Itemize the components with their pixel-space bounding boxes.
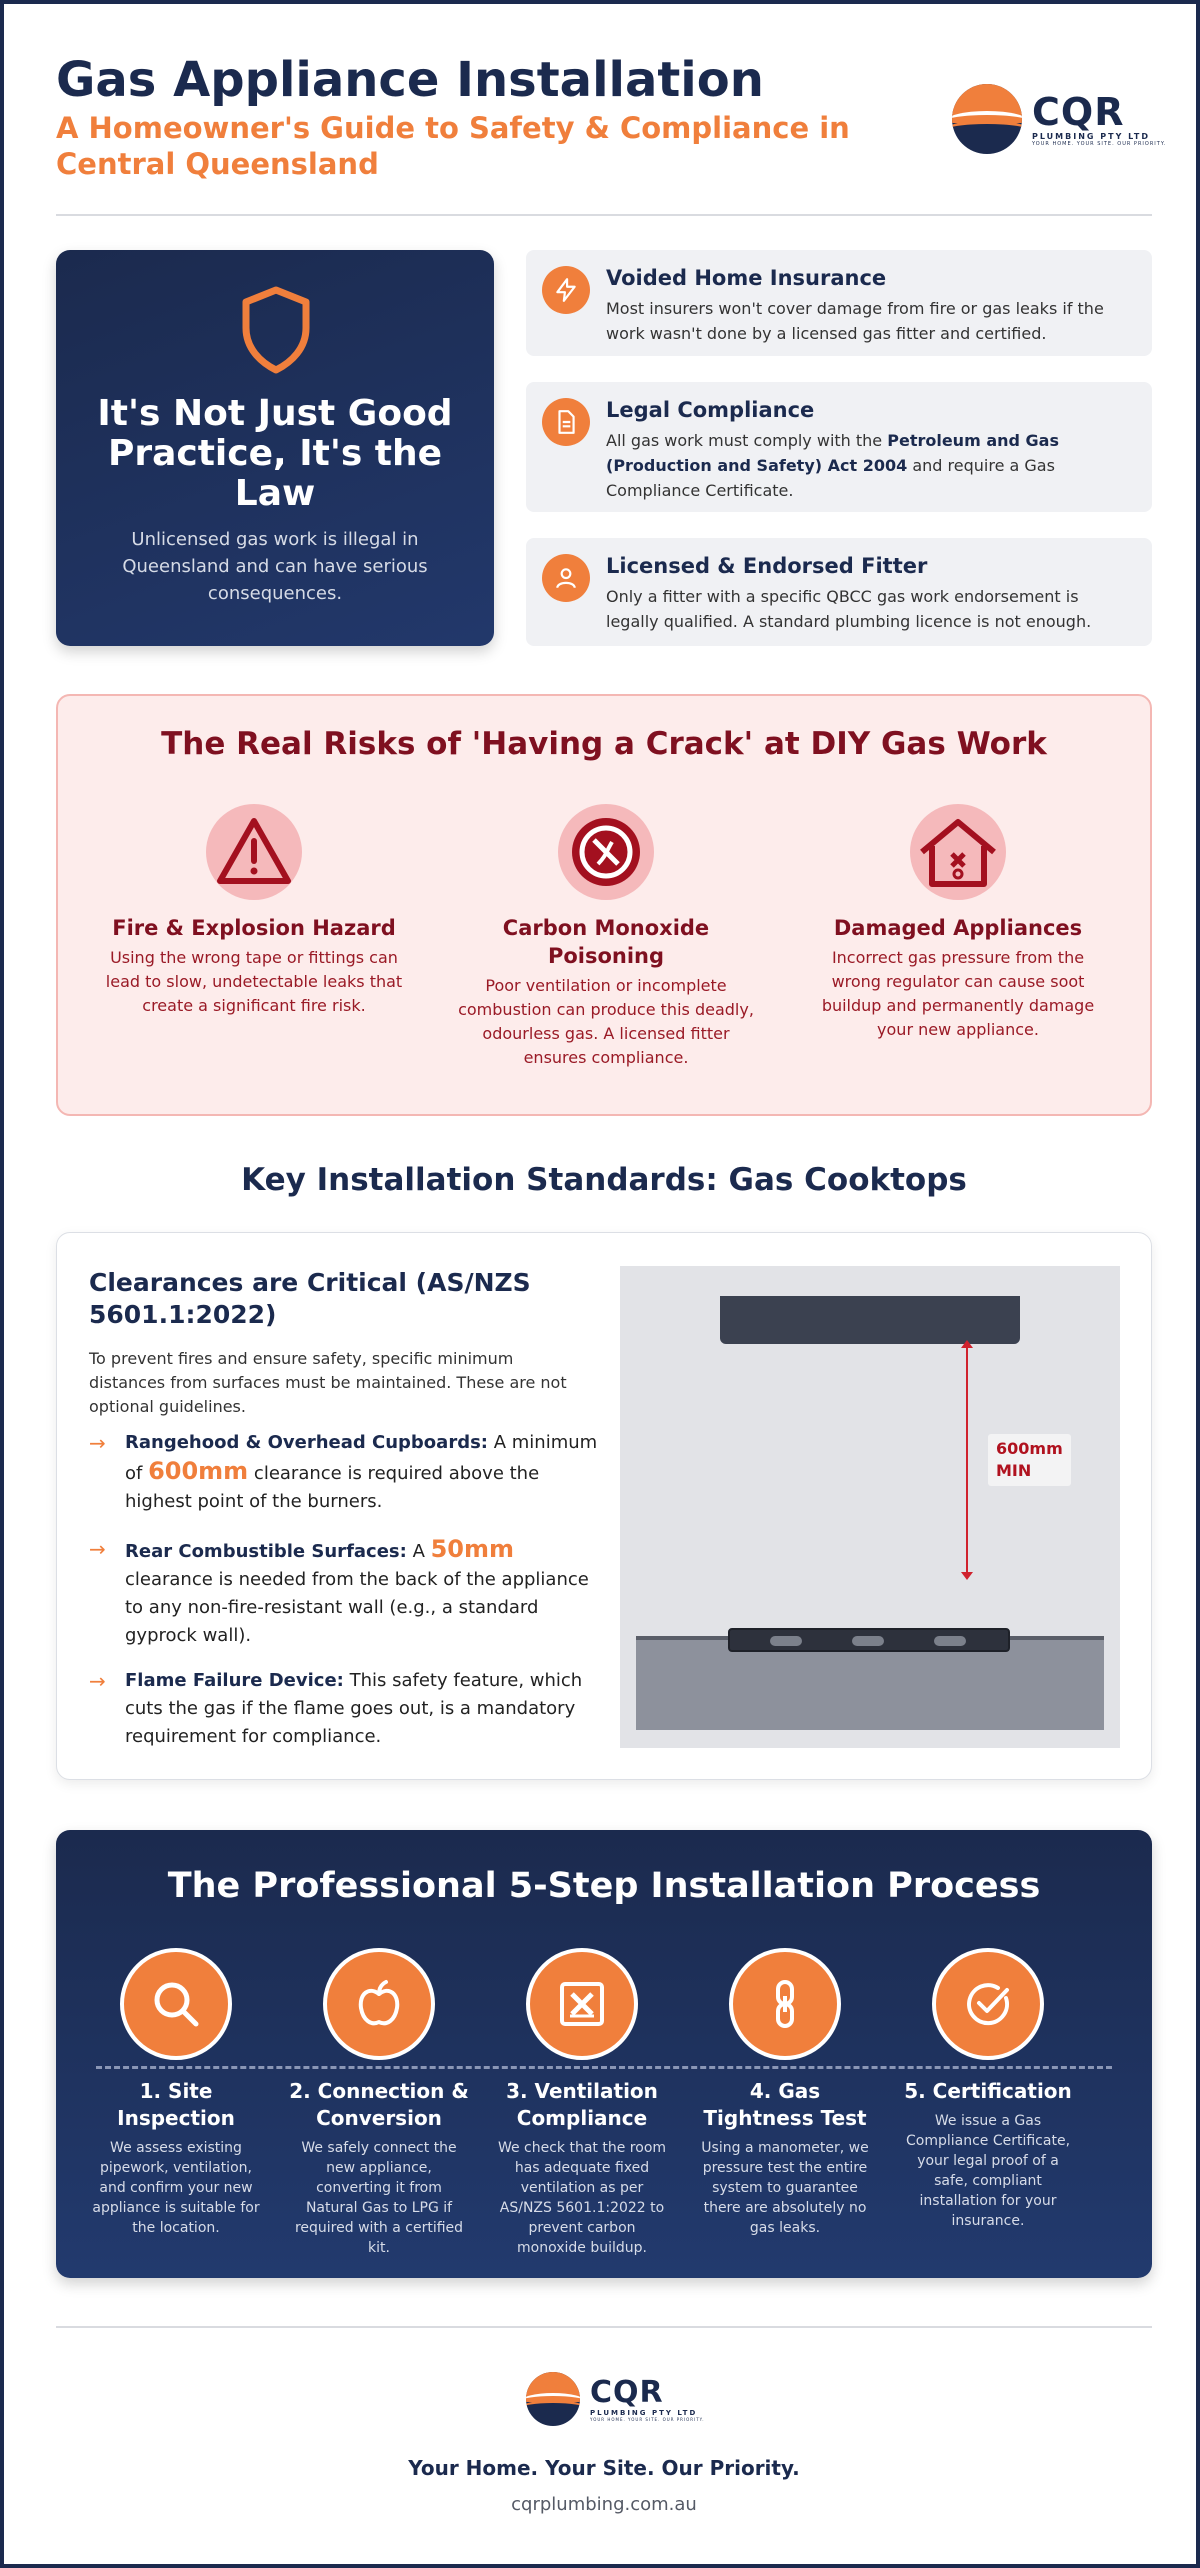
logo-sub: PLUMBING PTY LTD bbox=[590, 2408, 698, 2417]
logo-text bbox=[590, 2374, 705, 2422]
process-title: The Professional 5-Step Installation Process bbox=[167, 1866, 1041, 1906]
bullet-rear-surface bbox=[89, 1535, 599, 1650]
info-card-text bbox=[606, 428, 1124, 503]
bullet-pre: A bbox=[406, 1541, 431, 1562]
info-card-title: Legal Compliance bbox=[606, 398, 815, 422]
clearance-label-min: MIN bbox=[996, 1461, 1032, 1480]
info-card-legal bbox=[526, 382, 1152, 512]
magnifier-icon bbox=[120, 1948, 232, 2060]
warning-triangle-icon bbox=[206, 804, 302, 900]
logo-tagline: YOUR HOME. YOUR SITE. OUR PRIORITY. bbox=[590, 2416, 705, 2422]
risk-text: Incorrect gas pressure from the wrong regulator can cause soot buildup and permanently damage your new appliance. bbox=[821, 948, 1095, 1039]
standards-intro: To prevent fires and ensure safety, specific minimum distances from surfaces must be maintained. These are not optional guidelines. bbox=[89, 1349, 567, 1416]
rangehood-shape bbox=[720, 1296, 1020, 1344]
bullet-flame-failure bbox=[89, 1667, 599, 1751]
info-text-pre: All gas work must comply with the bbox=[606, 431, 888, 450]
bullet-label: Flame Failure Device: bbox=[125, 1670, 344, 1691]
clearance-diagram bbox=[620, 1266, 1120, 1748]
footer-logo bbox=[526, 2372, 705, 2426]
step-title: 5. Certification bbox=[904, 2079, 1072, 2103]
no-breathing-icon bbox=[558, 804, 654, 900]
step-text: We check that the room has adequate fixed ventilation as per AS/NZS 5601.1:2022 to prevent carbon monoxide buildup. bbox=[497, 2140, 667, 2256]
burner-shape bbox=[852, 1636, 884, 1646]
footer-divider bbox=[56, 2326, 1152, 2328]
bullet-post: clearance is needed from the back of the appliance to any non-fire-resistant wall (e.g., a standard gyprock wall). bbox=[125, 1569, 589, 1646]
step-text: We issue a Gas Compliance Certificate, your legal proof of a safe, compliant installation for your insurance. bbox=[905, 2113, 1071, 2229]
risks-title: The Real Risks of 'Having a Crack' at DIY Gas Work bbox=[161, 726, 1047, 762]
step-title: 4. Gas Tightness Test bbox=[703, 2079, 867, 2130]
logo-mark bbox=[526, 2372, 580, 2426]
bullet-label: Rear Combustible Surfaces: bbox=[125, 1541, 407, 1562]
burner-shape bbox=[770, 1636, 802, 1646]
risk-co bbox=[456, 804, 756, 1070]
page-subtitle: A Homeowner's Guide to Safety & Compliance in Central Queensland bbox=[56, 111, 850, 181]
bullet-number: 600mm bbox=[148, 1457, 249, 1485]
process-step-2 bbox=[286, 1948, 472, 2258]
bullet-post: clearance is required above the highest point of the burners. bbox=[125, 1463, 540, 1512]
law-card-text: Unlicensed gas work is illegal in Queensland and can have serious consequences. bbox=[122, 529, 428, 604]
arrow-right-icon: → bbox=[89, 1669, 106, 1693]
arrow-right-icon: → bbox=[89, 1431, 106, 1455]
step-text: Using a manometer, we pressure test the entire system to guarantee there are absolutely no gas leaks. bbox=[701, 2140, 869, 2236]
damaged-house-icon bbox=[910, 804, 1006, 900]
info-card-text: Only a fitter with a specific QBCC gas work endorsement is legally qualified. A standard plumbing licence is not enough. bbox=[606, 587, 1092, 631]
arrow-right-icon: → bbox=[89, 1537, 106, 1561]
process-step-4 bbox=[692, 1948, 878, 2238]
info-card-text: Most insurers won't cover damage from fire or gas leaks if the work wasn't done by a licensed gas fitter and certified. bbox=[606, 299, 1104, 343]
info-card-title: Voided Home Insurance bbox=[606, 266, 887, 290]
bullet-rangehood bbox=[89, 1429, 599, 1516]
bullet-number: 50mm bbox=[430, 1535, 515, 1563]
standards-card bbox=[56, 1232, 1152, 1780]
step-title: 3. Ventilation Compliance bbox=[506, 2079, 658, 2130]
step-title: 2. Connection & Conversion bbox=[289, 2079, 469, 2130]
law-card-heading: It's Not Just Good Practice, It's the Law bbox=[97, 393, 453, 514]
standards-card-title: Clearances are Critical (AS/NZS 5601.1:2022) bbox=[89, 1268, 531, 1329]
logo-name: CQR bbox=[590, 2374, 664, 2410]
process-step-5 bbox=[895, 1948, 1081, 2231]
ventilation-icon bbox=[526, 1948, 638, 2060]
logo-mark bbox=[952, 84, 1022, 154]
chain-link-icon bbox=[729, 1948, 841, 2060]
process-step-1 bbox=[83, 1948, 269, 2238]
risk-title: Fire & Explosion Hazard bbox=[112, 916, 396, 940]
footer-slogan: Your Home. Your Site. Our Priority. bbox=[408, 2456, 800, 2480]
dimension-arrow-bottom bbox=[961, 1572, 973, 1580]
act-name: Petroleum and Gas (Production and Safety) Act 2004 bbox=[606, 431, 1059, 475]
process-step-3 bbox=[489, 1948, 675, 2258]
risk-appliances bbox=[808, 804, 1108, 1042]
step-text: We safely connect the new appliance, converting it from Natural Gas to LPG if required with a certified kit. bbox=[294, 2140, 464, 2256]
bullet-label: Rangehood & Overhead Cupboards: bbox=[125, 1432, 488, 1453]
standards-title: Key Installation Standards: Gas Cooktops bbox=[241, 1162, 967, 1198]
risk-text: Poor ventilation or incomplete combustion can produce this deadly, odourless gas. A licensed fitter ensures compliance. bbox=[458, 976, 754, 1067]
check-circle-icon bbox=[932, 1948, 1044, 2060]
logo-name: CQR bbox=[1032, 89, 1125, 134]
risk-title: Damaged Appliances bbox=[833, 916, 1083, 940]
header-divider bbox=[56, 214, 1152, 216]
risk-fire bbox=[104, 804, 404, 1018]
info-card-insurance bbox=[526, 250, 1152, 356]
process-panel bbox=[56, 1830, 1152, 2278]
info-text-post: and require a Gas Compliance Certificate. bbox=[606, 456, 1055, 500]
clearance-dimension-line bbox=[966, 1344, 968, 1576]
burner-shape bbox=[934, 1636, 966, 1646]
info-card-fitter bbox=[526, 538, 1152, 646]
risk-text: Using the wrong tape or fittings can lead to slow, undetectable leaks that create a significant fire risk. bbox=[105, 948, 403, 1015]
risks-panel bbox=[56, 694, 1152, 1116]
info-card-title: Licensed & Endorsed Fitter bbox=[606, 554, 928, 578]
law-card bbox=[56, 250, 494, 646]
footer-url[interactable]: cqrplumbing.com.au bbox=[511, 2494, 697, 2515]
shield-icon bbox=[240, 286, 312, 378]
step-title: 1. Site Inspection bbox=[117, 2079, 235, 2130]
cooktop-shape bbox=[728, 1628, 1010, 1652]
document-icon bbox=[542, 398, 590, 446]
logo-text bbox=[1032, 89, 1167, 147]
lightning-icon bbox=[542, 266, 590, 314]
person-icon bbox=[542, 554, 590, 602]
bullet-pre: This safety feature, which cuts the gas if the flame goes out, is a mandatory requirement for compliance. bbox=[125, 1670, 583, 1747]
logo-sub: PLUMBING PTY LTD bbox=[1032, 131, 1151, 141]
step-text: We assess existing pipework, ventilation, and confirm your new appliance is suitable for the location. bbox=[92, 2140, 260, 2236]
clearance-label-value: 600mm bbox=[996, 1439, 1063, 1458]
bullet-pre: A minimum of bbox=[125, 1432, 598, 1484]
page-title: Gas Appliance Installation bbox=[56, 52, 764, 108]
header-logo bbox=[952, 84, 1166, 154]
logo-tagline: YOUR HOME. YOUR SITE. OUR PRIORITY. bbox=[1032, 140, 1167, 147]
clearance-label bbox=[988, 1434, 1071, 1486]
risk-title: Carbon Monoxide Poisoning bbox=[502, 916, 710, 968]
apple-icon bbox=[323, 1948, 435, 2060]
dimension-arrow-top bbox=[961, 1340, 973, 1348]
